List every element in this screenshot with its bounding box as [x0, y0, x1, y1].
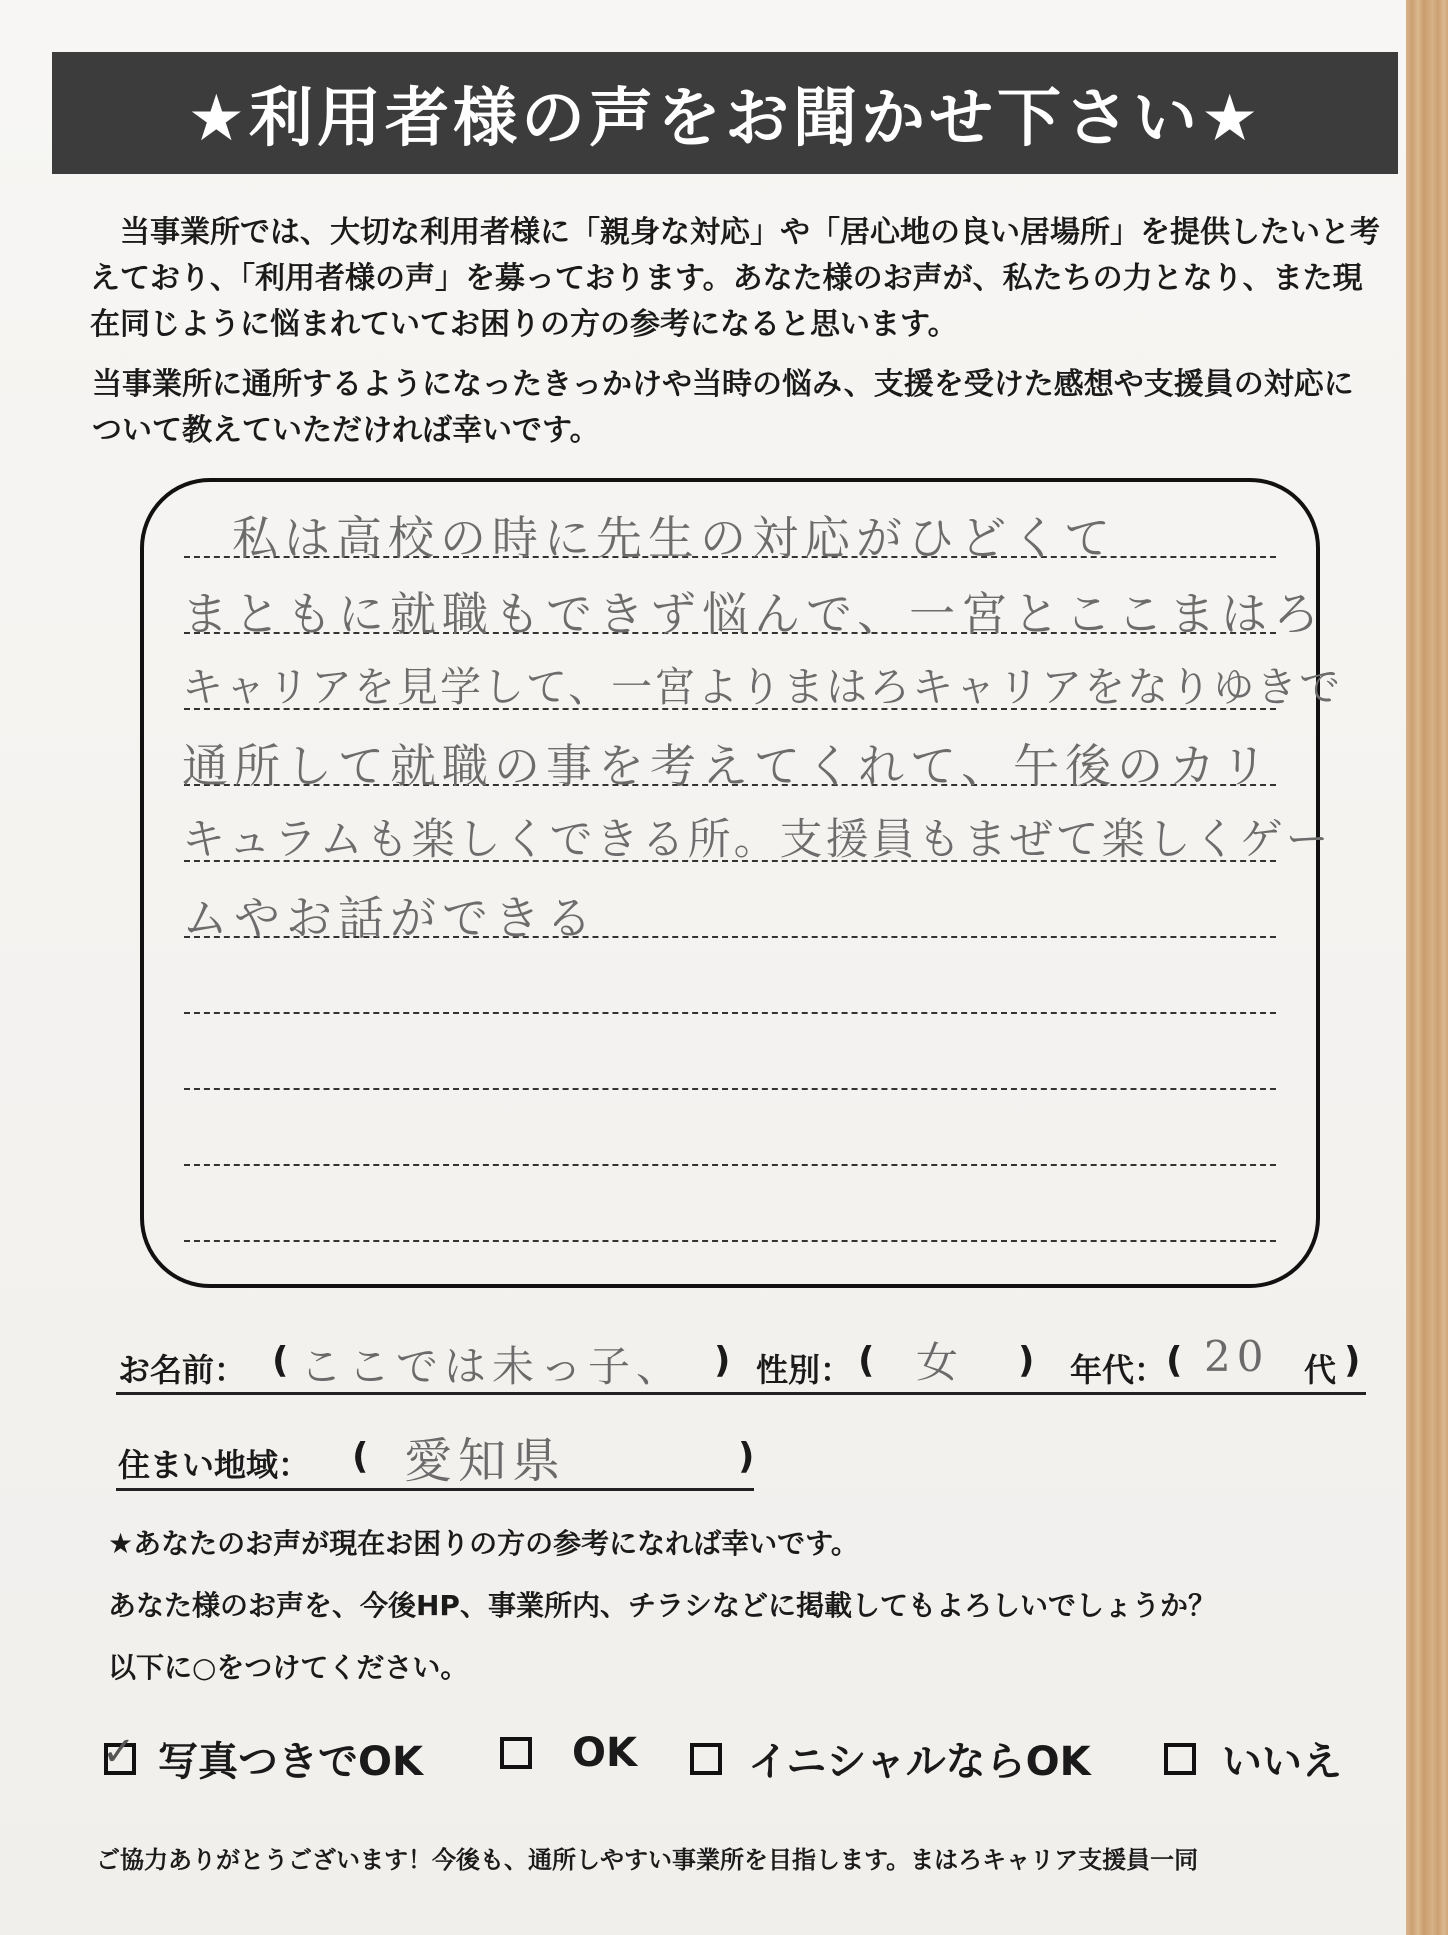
page-title: ★利用者様の声をお聞かせ下さい★ [187, 82, 1263, 156]
checkbox-icon[interactable] [1164, 1743, 1196, 1775]
intro-paragraph-1: 当事業所では、大切な利用者様に「親身な対応」や「居心地の良い居場所」を提供したいと考えており、「利用者様の声」を募っております。あなた様のお声が、私たちの力となり、また現在同じように悩まれていてお困りの方の参考になると思います。 [90, 215, 1380, 342]
checkbox-icon[interactable] [500, 1737, 532, 1769]
paren-close: ) [1018, 1340, 1035, 1381]
field-underline [116, 1392, 1366, 1395]
comment-line-2: まともに就職もできず悩んで、一宮とここまはろ [182, 587, 1326, 641]
option-initials-ok[interactable] [690, 1730, 1091, 1787]
note-line-3: 以下に○をつけてください。 [108, 1651, 469, 1684]
region-label: 住まい地域： [118, 1446, 311, 1484]
age-value[interactable]: 20 [1204, 1332, 1270, 1381]
comment-line-4: 通所して就職の事を考えてくれて、午後のカリ [182, 739, 1274, 793]
ruled-line [184, 1012, 1276, 1014]
comment-line-1: 私は高校の時に先生の対応がひどくて [232, 511, 1116, 565]
option-label: OK [572, 1730, 637, 1776]
field-underline [116, 1488, 754, 1491]
age-suffix: 代 [1304, 1351, 1337, 1389]
ruled-line [184, 1240, 1276, 1242]
title-banner [52, 52, 1398, 174]
checkbox-icon[interactable] [102, 1728, 136, 1775]
option-label: いいえ [1222, 1739, 1342, 1785]
checkbox-icon[interactable] [690, 1743, 722, 1775]
age-label: 年代： [1070, 1351, 1167, 1389]
name-value[interactable]: ここでは未っ子、 [300, 1342, 685, 1391]
option-photo-ok[interactable] [104, 1730, 423, 1787]
comment-box[interactable] [140, 478, 1343, 1288]
name-label: お名前： [118, 1351, 247, 1389]
paren-open: ( [1166, 1340, 1183, 1381]
option-no[interactable] [1164, 1730, 1342, 1787]
paren-open: ( [858, 1340, 875, 1381]
comment-line-3: キャリアを見学して、一宮よりまはろキャリアをなりゆきで [182, 663, 1343, 711]
paren-open: ( [272, 1340, 289, 1381]
comment-line-5: キュラムも楽しくできる所。支援員もまぜて楽しくゲー [182, 815, 1332, 865]
note-line-2: あなた様のお声を、今後HP、事業所内、チラシなどに掲載してもよろしいでしょうか？ [108, 1589, 1216, 1622]
option-ok[interactable] [500, 1730, 637, 1776]
option-label: イニシャルならOK [748, 1739, 1091, 1785]
ruled-line [184, 1164, 1276, 1166]
option-label: 写真つきでOK [158, 1739, 423, 1785]
checkmark-icon: ✓ [102, 1728, 136, 1775]
wood-background [1406, 0, 1448, 1935]
paren-open: ( [352, 1436, 369, 1477]
comment-line-6: ムやお話ができる [182, 891, 598, 945]
paren-close: ) [714, 1340, 731, 1381]
paren-close: ) [738, 1436, 755, 1477]
footer-message: ご協力ありがとうございます！今後も、通所しやすい事業所を目指します。まはろキャリア支援員一同 [96, 1846, 1199, 1874]
paren-close: ) [1344, 1340, 1361, 1381]
note-line-1: ★あなたのお声が現在お困りの方の参考になれば幸いです。 [108, 1527, 859, 1560]
intro-paragraph-2: 当事業所に通所するようになったきっかけや当時の悩み、支援を受けた感想や支援員の対応について教えていただければ幸いです。 [92, 367, 1354, 448]
ruled-line [184, 1088, 1276, 1090]
region-value[interactable]: 愛知県 [404, 1433, 567, 1489]
gender-label: 性別： [756, 1351, 853, 1389]
gender-value[interactable]: 女 [916, 1338, 965, 1387]
